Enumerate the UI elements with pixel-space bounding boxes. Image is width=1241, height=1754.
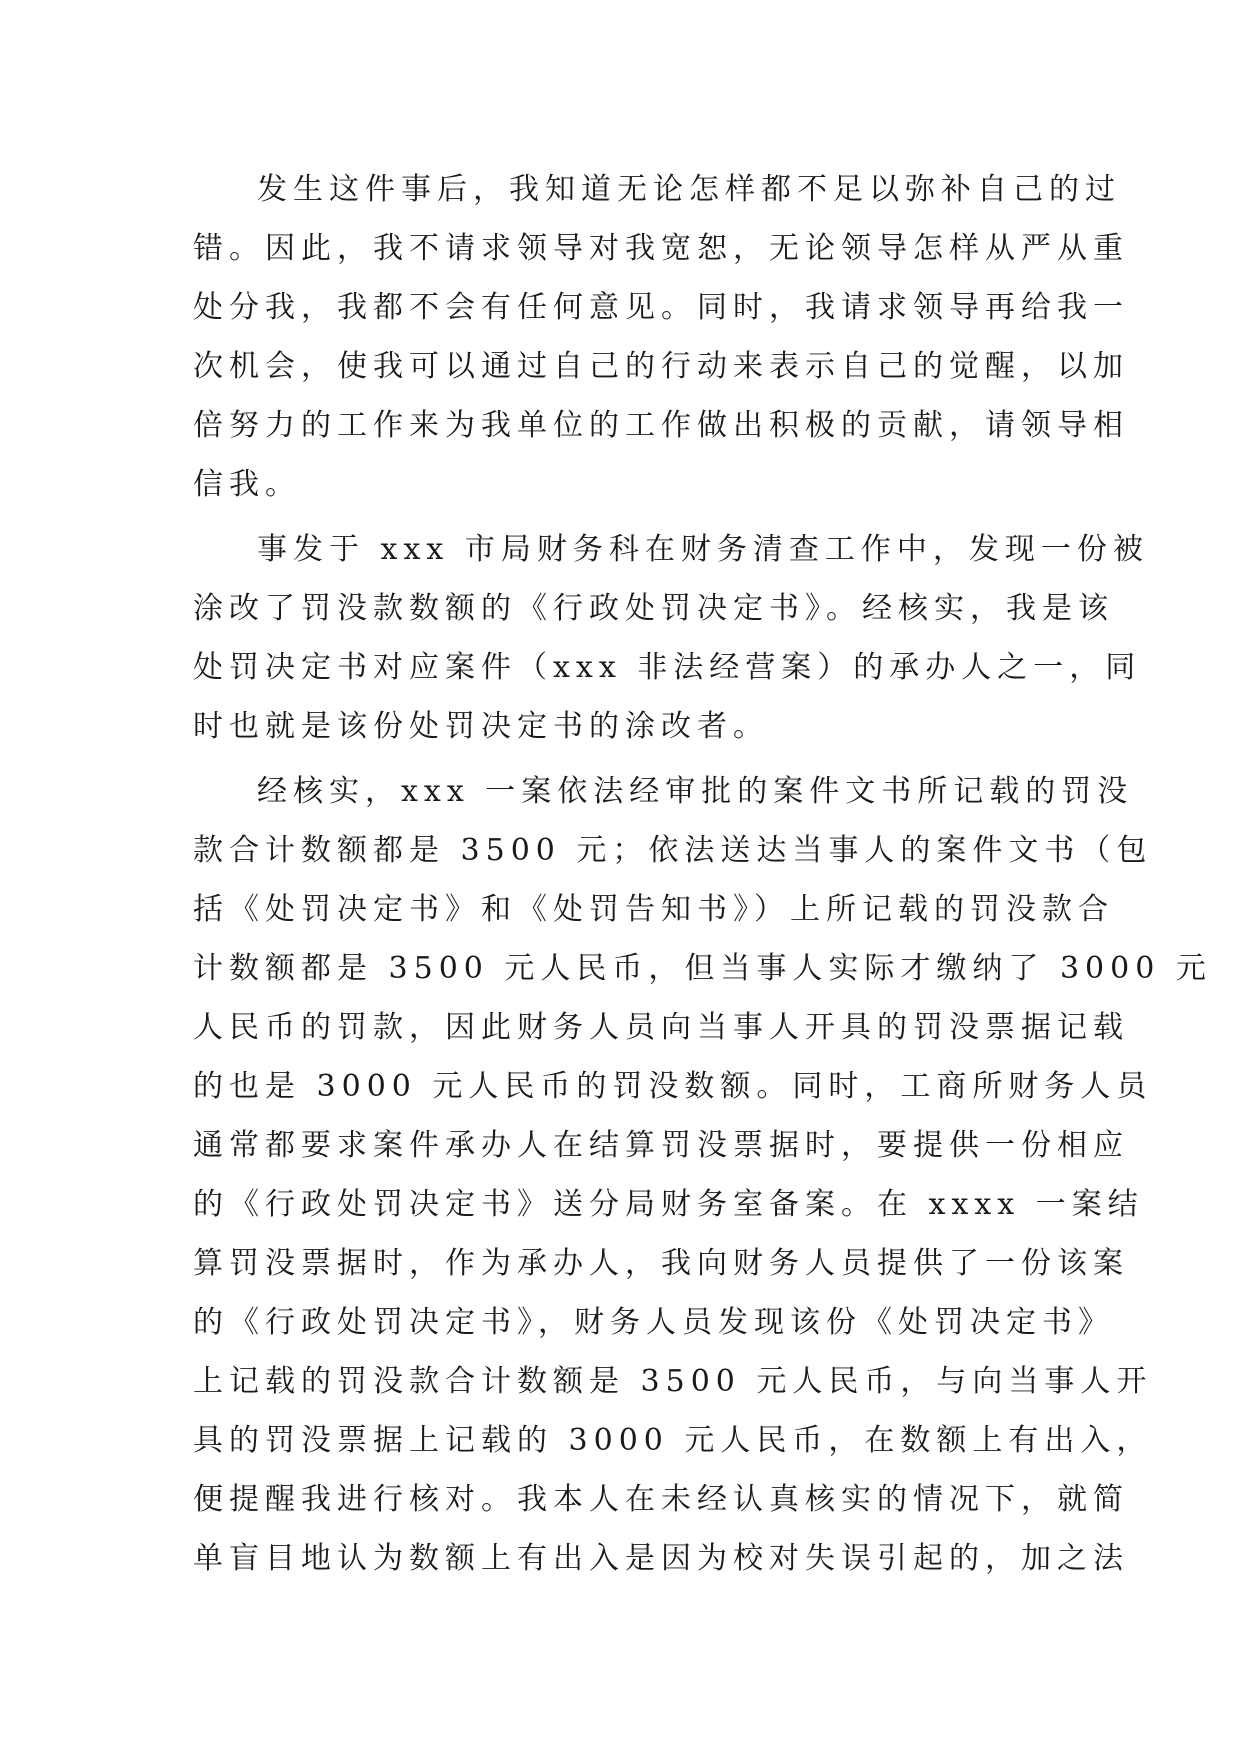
text-line: 事发于 xxx 市局财务科在财务清查工作中，发现一份被 bbox=[257, 532, 1149, 567]
paragraph-3 bbox=[193, 762, 1212, 1588]
text-line: 便提醒我进行核对。我本人在未经认真核实的情况下，就简 bbox=[193, 1482, 1129, 1517]
text-line: 的《行政处罚决定书》送分局财务室备案。在 xxxx 一案结 bbox=[193, 1187, 1144, 1222]
text-line: 处分我，我都不会有任何意见。同时，我请求领导再给我一 bbox=[193, 290, 1129, 325]
text-line: 上记载的罚没款合计数额是 3500 元人民币，与向当事人开 bbox=[193, 1364, 1153, 1399]
text-line: 处罚决定书对应案件（xxx 非法经营案）的承办人之一，同 bbox=[193, 650, 1142, 685]
text-line: 发生这件事后，我知道无论怎样都不足以弥补自己的过 bbox=[257, 172, 1121, 207]
text-line: 计数额都是 3500 元人民币，但当事人实际才缴纳了 3000 元 bbox=[193, 951, 1212, 986]
text-line: 信我。 bbox=[193, 467, 301, 502]
text-line: 款合计数额都是 3500 元；依法送达当事人的案件文书（包 bbox=[193, 833, 1153, 868]
text-line: 通常都要求案件承办人在结算罚没票据时，要提供一份相应 bbox=[193, 1128, 1129, 1163]
paragraph-1 bbox=[193, 160, 1129, 514]
text-line: 算罚没票据时，作为承办人，我向财务人员提供了一份该案 bbox=[193, 1246, 1129, 1281]
text-line: 倍努力的工作来为我单位的工作做出积极的贡献，请领导相 bbox=[193, 408, 1129, 443]
text-line: 具的罚没票据上记载的 3000 元人民币，在数额上有出入， bbox=[193, 1423, 1153, 1458]
text-line: 经核实，xxx 一案依法经审批的案件文书所记载的罚没 bbox=[257, 774, 1134, 809]
text-line: 的《行政处罚决定书》，财务人员发现该份《处罚决定书》 bbox=[193, 1305, 1114, 1340]
text-line: 次机会，使我可以通过自己的行动来表示自己的觉醒，以加 bbox=[193, 349, 1129, 384]
text-line: 人民币的罚款，因此财务人员向当事人开具的罚没票据记载 bbox=[193, 1010, 1129, 1045]
text-line: 括《处罚决定书》和《处罚告知书》）上所记载的罚没款合 bbox=[193, 892, 1114, 927]
text-line: 时也就是该份处罚决定书的涂改者。 bbox=[193, 709, 769, 744]
text-line: 单盲目地认为数额上有出入是因为校对失误引起的，加之法 bbox=[193, 1541, 1129, 1576]
paragraph-2 bbox=[193, 520, 1149, 756]
text-line: 错。因此，我不请求领导对我宽恕，无论领导怎样从严从重 bbox=[193, 231, 1129, 266]
text-line: 的也是 3000 元人民币的罚没数额。同时，工商所财务人员 bbox=[193, 1069, 1153, 1104]
text-line: 涂改了罚没款数额的《行政处罚决定书》。经核实，我是该 bbox=[193, 591, 1114, 626]
document-body bbox=[193, 160, 1212, 1588]
